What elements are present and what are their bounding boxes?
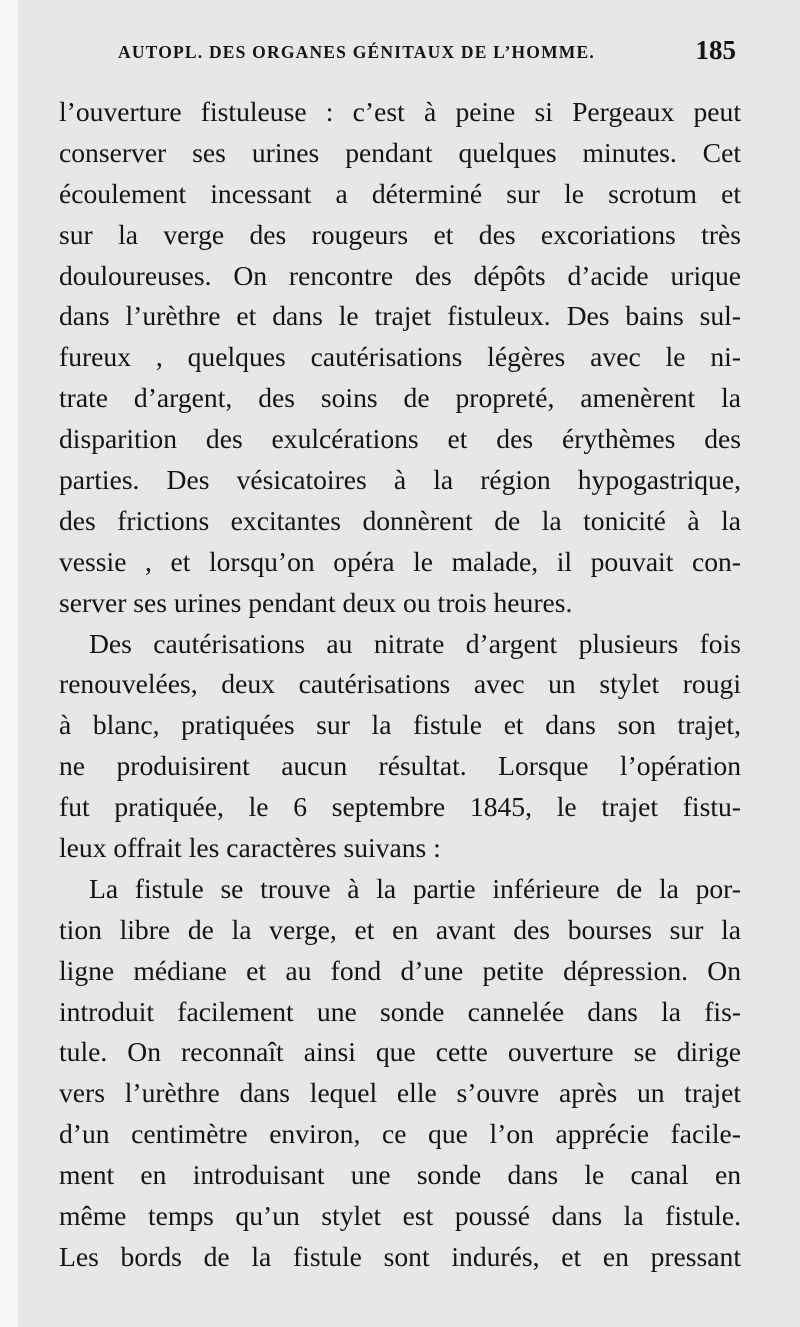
text-line: même temps qu’un stylet est poussé dans la fistule. — [59, 1200, 741, 1232]
text-line: Les bords de la fistule sont indurés, et en pressant — [59, 1240, 741, 1272]
body-text — [59, 92, 741, 1278]
text-line: des frictions excitantes donnèrent de la tonicité à la — [59, 504, 741, 536]
page-number: 185 — [695, 35, 736, 65]
text-line: tion libre de la verge, et en avant des bourses sur la — [59, 913, 741, 945]
text-line: vessie , et lorsqu’on opéra le malade, il pouvait con- — [59, 545, 741, 577]
text-line: dans l’urèthre et dans le trajet fistuleux. Des bains sul- — [59, 300, 741, 332]
text-line: introduit facilement une sonde cannelée dans la fis- — [59, 995, 741, 1027]
text-line: fut pratiquée, le 6 septembre 1845, le trajet fistu- — [59, 791, 741, 823]
text-line: Des cautérisations au nitrate d’argent plusieurs fois — [89, 627, 741, 659]
text-line: d’un centimètre environ, ce que l’on apprécie facile- — [59, 1118, 741, 1150]
text-line: ligne médiane et au fond d’une petite dépression. On — [59, 954, 741, 986]
text-line: renouvelées, deux cautérisations avec un stylet rougi — [59, 668, 741, 700]
text-line: La fistule se trouve à la partie inférieure de la por- — [89, 872, 741, 904]
running-header — [118, 35, 736, 65]
text-line: sur la verge des rougeurs et des excoriations très — [59, 218, 741, 250]
text-line: ne produisirent aucun résultat. Lorsque l’opération — [59, 750, 741, 782]
text-line: conserver ses urines pendant quelques minutes. Cet — [59, 136, 741, 168]
text-line: l’ouverture fistuleuse : c’est à peine si Pergeaux peut — [59, 96, 741, 127]
text-line: tule. On reconnaît ainsi que cette ouverture se dirige — [59, 1036, 741, 1068]
text-line: vers l’urèthre dans lequel elle s’ouvre après un trajet — [59, 1077, 741, 1109]
text-line: ment en introduisant une sonde dans le canal en — [59, 1159, 741, 1191]
text-line: trate d’argent, des soins de propreté, amenèrent la — [59, 382, 741, 414]
text-line: écoulement incessant a déterminé sur le scrotum et — [59, 177, 741, 209]
text-line: leux offrait les caractères suivans : — [59, 832, 441, 864]
text-line: disparition des exulcérations et des érythèmes des — [59, 423, 741, 455]
text-line: server ses urines pendant deux ou trois heures. — [59, 586, 573, 618]
text-line: douloureuses. On rencontre des dépôts d’acide urique — [59, 259, 741, 291]
text-line: fureux , quelques cautérisations légères avec le ni- — [59, 341, 741, 373]
text-line: à blanc, pratiquées sur la fistule et dans son trajet, — [59, 709, 741, 741]
text-line: parties. Des vésicatoires à la région hypogastrique, — [59, 464, 741, 496]
header-title: AUTOPL. DES ORGANES GÉNITAUX DE L’HOMME. — [118, 42, 595, 62]
